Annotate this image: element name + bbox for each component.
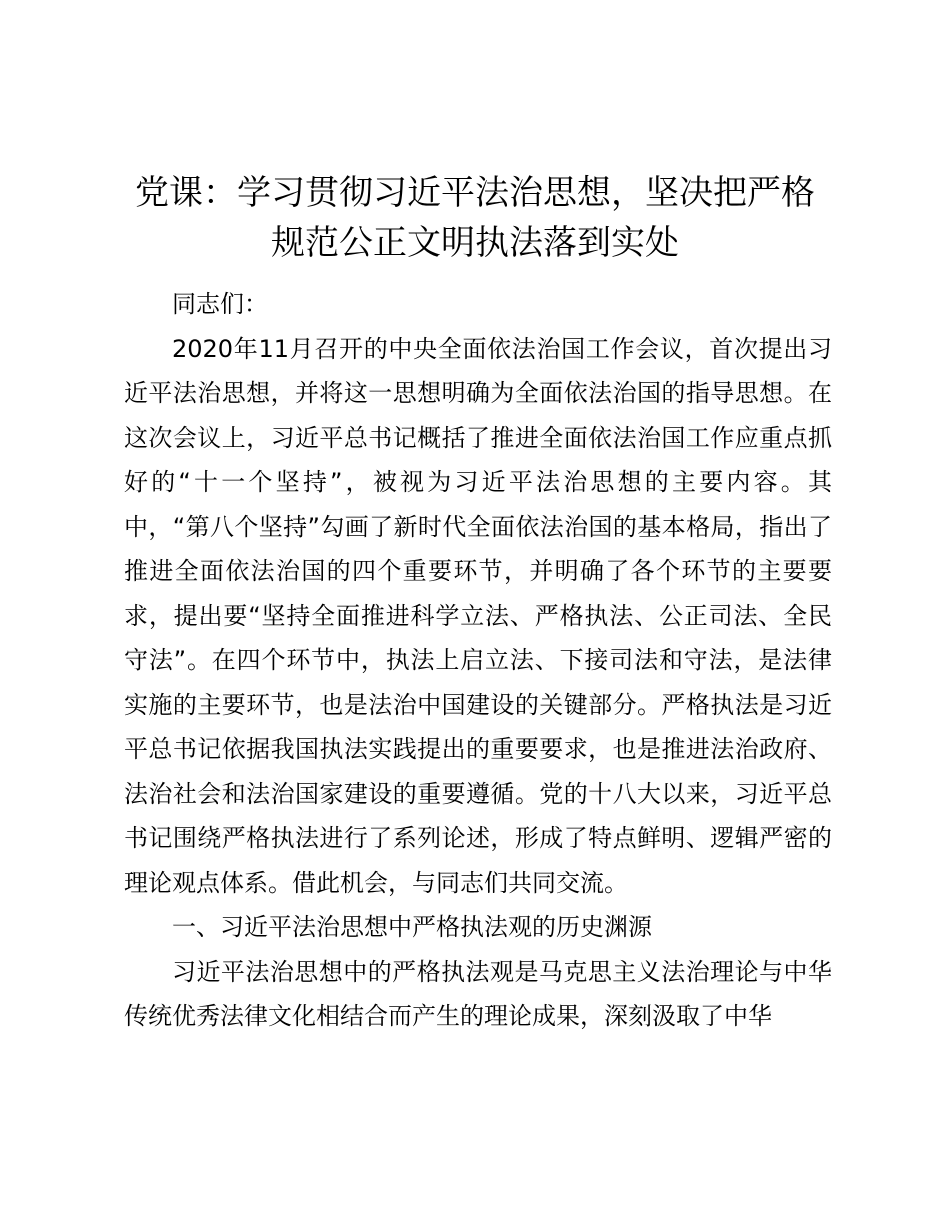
section-heading-1: 一、习近平法治思想中严格执法观的历史渊源 [172,913,652,941]
paragraph-intro: 2020年11月召开的中央全面依法治国工作会议，首次提出习近平法治思想，并将这一思想明确为全面依法治国的指导思想。在这次会议上，习近平总书记概括了推进全面依法治国工作应重点抓好的“十一个坚持”，被视为习近平法治思想的主要内容。其中，“第八个坚持”勾画了新时代全面依法治国的基本格局，指出了推进全面依法治国的四个重要环节，并明确了各个环节的主要要求，提出要“坚持全面推进科学立法、严格执法、公正司法、全民守法”。在四个环节中，执法上启立法、下接司法和守法，是法律实施的主要环节，也是法治中国建设的关键部分。严格执法是习近平总书记依据我国执法实践提出的重要要求，也是推进法治政府、法治社会和法治国家建设的重要遵循。党的十八大以来，习近平总书记围绕严格执法进行了系列论述，形成了特点鲜明、逻辑严密的理论观点体系。借此机会，与同志们共同交流。 [124,334,832,897]
paragraph-section-1: 习近平法治思想中的严格执法观是马克思主义法治理论与中华传统优秀法律文化相结合而产生的理论成果，深刻汲取了中华 [124,957,832,1030]
title-line-2: 规范公正文明执法落到实处 [271,223,679,263]
document-title [100,168,850,268]
greeting: 同志们： [172,290,268,318]
document-body [124,282,832,1039]
title-line-1: 党课：学习贯彻习近平法治思想，坚决把严格 [135,173,815,213]
